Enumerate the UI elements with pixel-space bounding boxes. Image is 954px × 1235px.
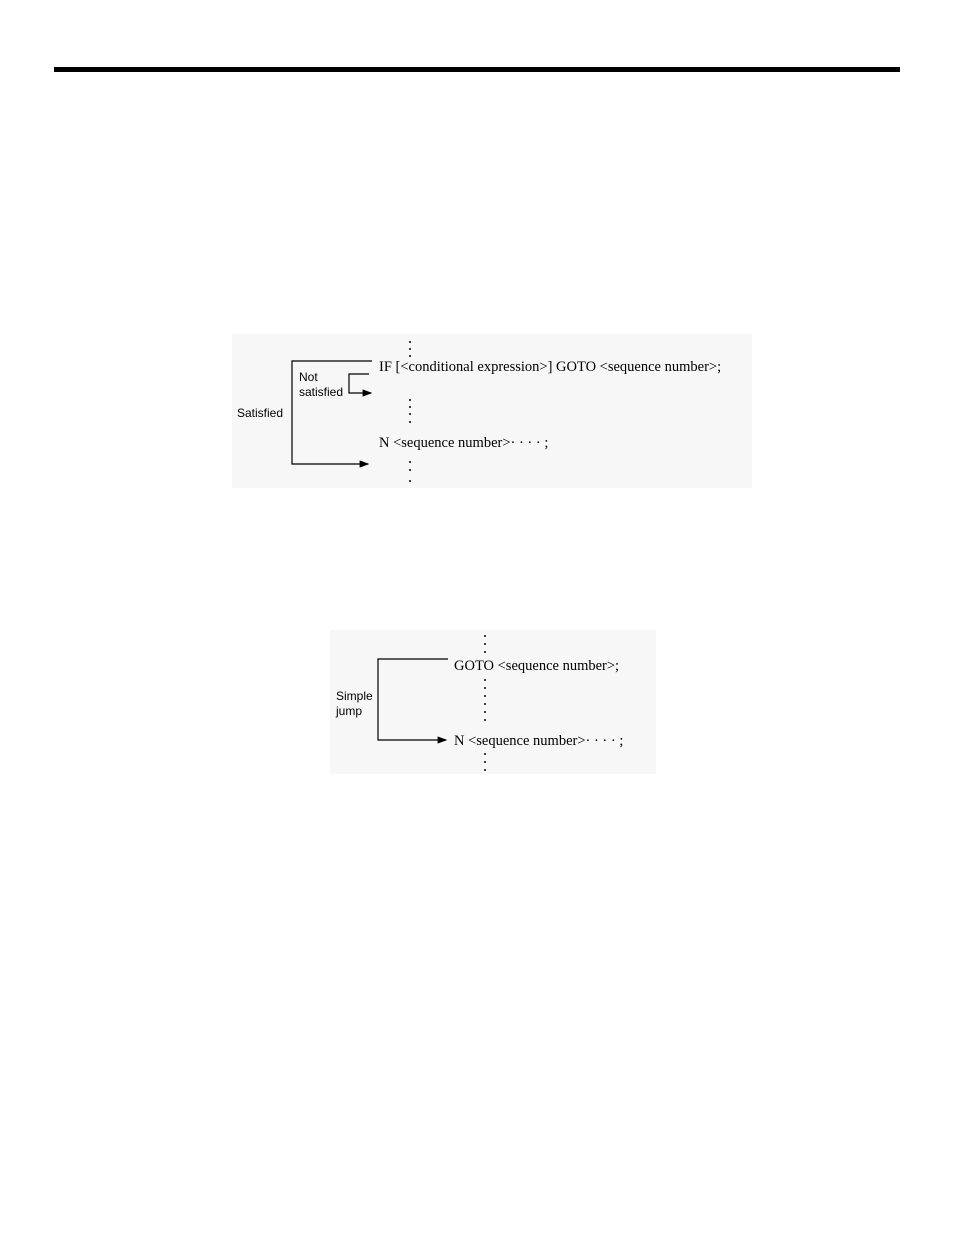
target-sequence-statement: N <sequence number>· · · · ; [379, 435, 549, 451]
conditional-branch-arrows [232, 334, 752, 488]
simple-jump-diagram [330, 630, 656, 774]
vertical-dots-top [484, 635, 486, 653]
vertical-dots-top [409, 341, 411, 357]
not-satisfied-bracket-line [349, 374, 371, 393]
target-sequence-statement: N <sequence number>· · · · ; [454, 733, 624, 749]
satisfied-label: Satisfied [237, 406, 284, 420]
vertical-dots-middle [484, 679, 486, 721]
conditional-branch-diagram [232, 334, 752, 488]
simple-jump-bracket-line [378, 659, 448, 740]
vertical-dots-bottom [484, 753, 486, 771]
not-satisfied-label: Not satisfied [299, 370, 344, 399]
goto-statement: GOTO <sequence number>; [454, 658, 620, 674]
vertical-dots-bottom [409, 461, 411, 482]
header-rule [54, 67, 900, 72]
simple-jump-arrows [330, 630, 656, 774]
simple-jump-label: Simple jump [336, 689, 373, 718]
if-goto-statement: IF [<conditional expression>] GOTO <sequence number>; [379, 359, 722, 375]
vertical-dots-middle [409, 399, 411, 423]
